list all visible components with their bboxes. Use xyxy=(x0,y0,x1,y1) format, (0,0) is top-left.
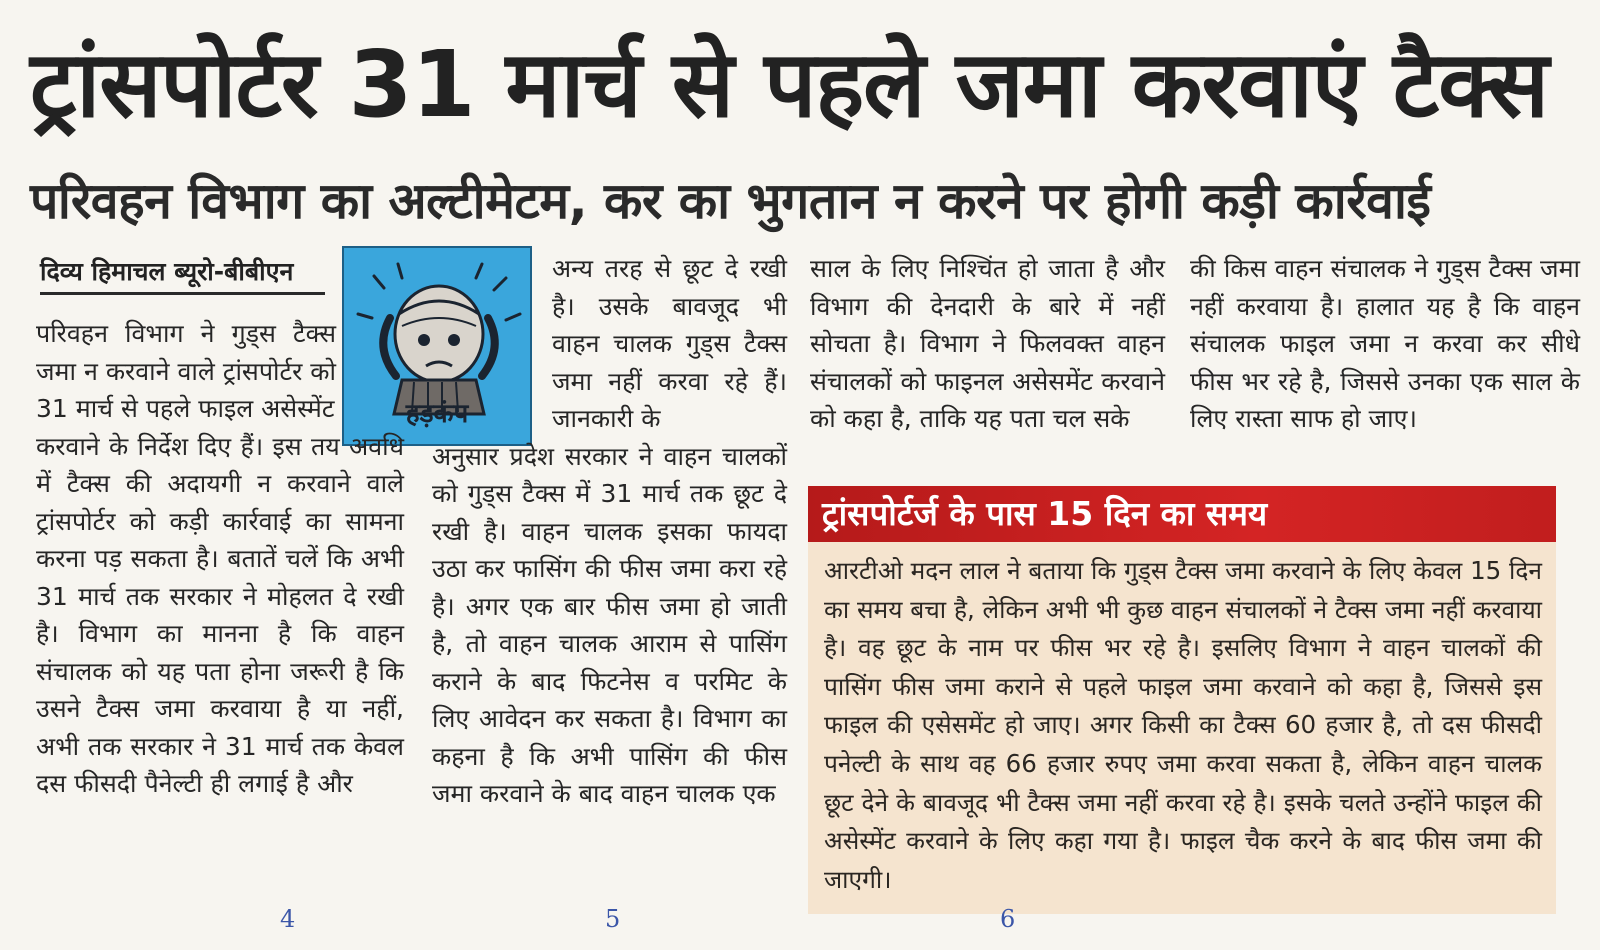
sidebar-box-body: आरटीओ मदन लाल ने बताया कि गुड्स टैक्स जमा करवाने के लिए केवल 15 दिन का समय बचा है, लेकिन अभी भी कुछ वाहन संचालकों ने टैक्स जमा नहीं करवाया है। वह छूट के नाम पर फीस भर रहे है। इसलिए विभाग ने वाहन चालकों की पासिंग फीस जमा कराने से पहले फाइल जमा करवाने को कहा है, जिससे इस फाइल की एसेसमेंट हो जाए। अगर किसी का टैक्स 60 हजार है, तो दस फीसदी पनेल्टी के साथ वह 66 हजार रुपए जमा करवा सकता है, लेकिन वाहन चालक छूट देने के बावजूद भी टैक्स जमा नहीं करवा रहे है। इसके चलते उन्होंने फाइल की असेस्मेंट करवाने के लिए कहा गया है। फाइल चैक करने के बाद फीस जमा की जाएगी। xyxy=(808,542,1556,914)
article-column-4 xyxy=(1190,250,1580,438)
sidebar-box-heading: ट्रांसपोर्टर्ज के पास 15 दिन का समय xyxy=(808,486,1556,542)
article-paragraph: करवाने के निर्देश दिए हैं। इस तय अवधि में टैक्स की अदायगी न करवाने वाले ट्रांसपोर्टर को कड़ी कार्रवाई का सामना करना पड़ सकता है। बतातें चलें कि अभी 31 मार्च तक सरकार ने मोहलत दे रखी है। विभाग का मानना है कि वाहन संचालक को यह पता होना जरूरी है कि उसने टैक्स जमा करवाया है या नहीं, अभी तक सरकार ने 31 मार्च तक केवल दस फीसदी पैनेल्टी ही लगाई है और xyxy=(36,431,404,798)
handwritten-mark: 5 xyxy=(605,905,621,933)
article-column-2 xyxy=(432,250,787,813)
article-paragraph: की किस वाहन संचालक ने गुड्स टैक्स जमा नहीं करवाया है। हालात यह है कि वाहन संचालक फाइल जमा न करवा कर सीधे फीस भर रहे है, जिससे उनका एक साल के लिए रास्ता साफ हो जाए। xyxy=(1190,254,1580,433)
article-paragraph: साल के लिए निश्चिंत हो जाता है और विभाग की देनदारी के बारे में नहीं सोचता है। विभाग ने फिलवक्त वाहन संचालकों को फाइनल असेसमेंट करवाने को कहा है, ताकि यह पता चल सके xyxy=(810,254,1165,433)
article-paragraph: परिवहन विभाग ने गुड्स टैक्स जमा न करवाने वाले ट्रांसपोर्टर को 31 मार्च से पहले फाइल असेस्मेंट xyxy=(36,319,336,423)
handwritten-marks xyxy=(280,905,1180,945)
article-paragraph: अनुसार प्रदेश सरकार ने वाहन चालकों को गुड्स टैक्स में 31 मार्च तक छूट दे रखी है। वाहन चालक इसका फायदा उठा कर फासिंग की फीस जमा करा रहे है। अगर एक बार फीस जमा हो जाती है, तो वाहन चालक आराम से पासिंग कराने के बाद फिटनेस व परमिट के लिए आवेदन कर सकता है। विभाग का कहना है कि अभी पासिंग की फीस जमा करवाने के बाद वाहन चालक एक xyxy=(432,441,787,808)
handwritten-mark: 6 xyxy=(1000,905,1016,933)
byline: दिव्य हिमाचल ब्यूरो-बीबीएन xyxy=(40,252,325,295)
article-paragraph: अन्य तरह से छूट दे रखी है। उसके बावजूद भी वाहन चालक गुड्स टैक्स जमा नहीं करवा रहे हैं। जानकारी के xyxy=(552,254,787,433)
handwritten-mark: 4 xyxy=(280,905,296,933)
subheadline: परिवहन विभाग का अल्टीमेटम, कर का भुगतान न करने पर होगी कड़ी कार्रवाई xyxy=(30,172,1431,230)
headline: ट्रांसपोर्टर 31 मार्च से पहले जमा करवाएं टैक्स xyxy=(30,31,1549,138)
image-caption: हड़कंप xyxy=(405,399,469,429)
article-column-1 xyxy=(36,315,404,803)
article-column-3 xyxy=(810,250,1165,438)
